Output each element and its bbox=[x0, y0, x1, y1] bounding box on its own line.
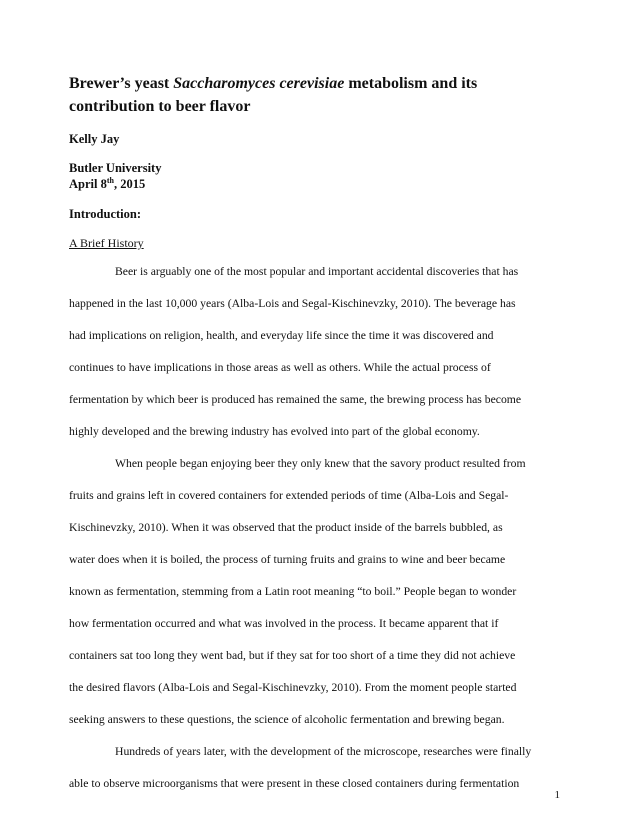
body-line: Kischinevzky, 2010). When it was observed that the product inside of the barrels bubbled, as bbox=[69, 521, 503, 534]
author-name: Kelly Jay bbox=[69, 132, 120, 146]
body-line: Hundreds of years later, with the development of the microscope, researches were finally bbox=[115, 745, 532, 758]
body-line: Beer is arguably one of the most popular and important accidental discoveries that has bbox=[115, 265, 519, 278]
date bbox=[69, 177, 145, 191]
affiliation-block bbox=[69, 160, 567, 192]
body-line: containers sat too long they went bad, but if they sat for too short of a time they did not achieve bbox=[69, 649, 516, 662]
body-line: had implications on religion, health, and everyday life since the time it was discovered and bbox=[69, 329, 494, 342]
body-line: highly developed and the brewing industry has evolved into part of the global economy. bbox=[69, 425, 480, 438]
body-text bbox=[69, 256, 567, 800]
title-species-name: Saccharomyces cerevisiae bbox=[173, 75, 345, 92]
document-title bbox=[69, 72, 567, 118]
title-line-2: contribution to beer flavor bbox=[69, 98, 251, 115]
date-year: , 2015 bbox=[113, 177, 146, 191]
title-part-2: metabolism and its bbox=[344, 75, 478, 92]
date-prefix: April 8 bbox=[69, 177, 107, 191]
date-ordinal-suffix: th bbox=[106, 175, 114, 185]
body-line: fermentation by which beer is produced has remained the same, the brewing process has become bbox=[69, 393, 522, 406]
title-part-1: Brewer’s yeast bbox=[69, 75, 174, 92]
body-line: how fermentation occurred and what was involved in the process. It became apparent that if bbox=[69, 617, 499, 630]
body-line: fruits and grains left in covered containers for extended periods of time (Alba-Lois and Segal- bbox=[69, 489, 509, 502]
institution: Butler University bbox=[69, 161, 162, 175]
body-line: water does when it is boiled, the process of turning fruits and grains to wine and beer became bbox=[69, 553, 506, 566]
body-line: able to observe microorganisms that were present in these closed containers during fermentation bbox=[69, 777, 520, 790]
subheading-brief-history: A Brief History bbox=[69, 236, 144, 250]
body-line: seeking answers to these questions, the science of alcoholic fermentation and brewing began. bbox=[69, 713, 505, 726]
body-line: When people began enjoying beer they only knew that the savory product resulted from bbox=[115, 457, 526, 470]
section-heading-introduction: Introduction: bbox=[69, 207, 142, 221]
page-number: 1 bbox=[554, 789, 560, 801]
body-line: happened in the last 10,000 years (Alba-Lois and Segal-Kischinevzky, 2010). The beverage has bbox=[69, 297, 516, 310]
body-line: known as fermentation, stemming from a Latin root meaning “to boil.” People began to wonder bbox=[69, 585, 517, 598]
body-line: the desired flavors (Alba-Lois and Segal-Kischinevzky, 2010). From the moment people started bbox=[69, 681, 517, 694]
page-content bbox=[69, 72, 567, 800]
body-line: continues to have implications in those areas as well as others. While the actual process of bbox=[69, 361, 491, 374]
